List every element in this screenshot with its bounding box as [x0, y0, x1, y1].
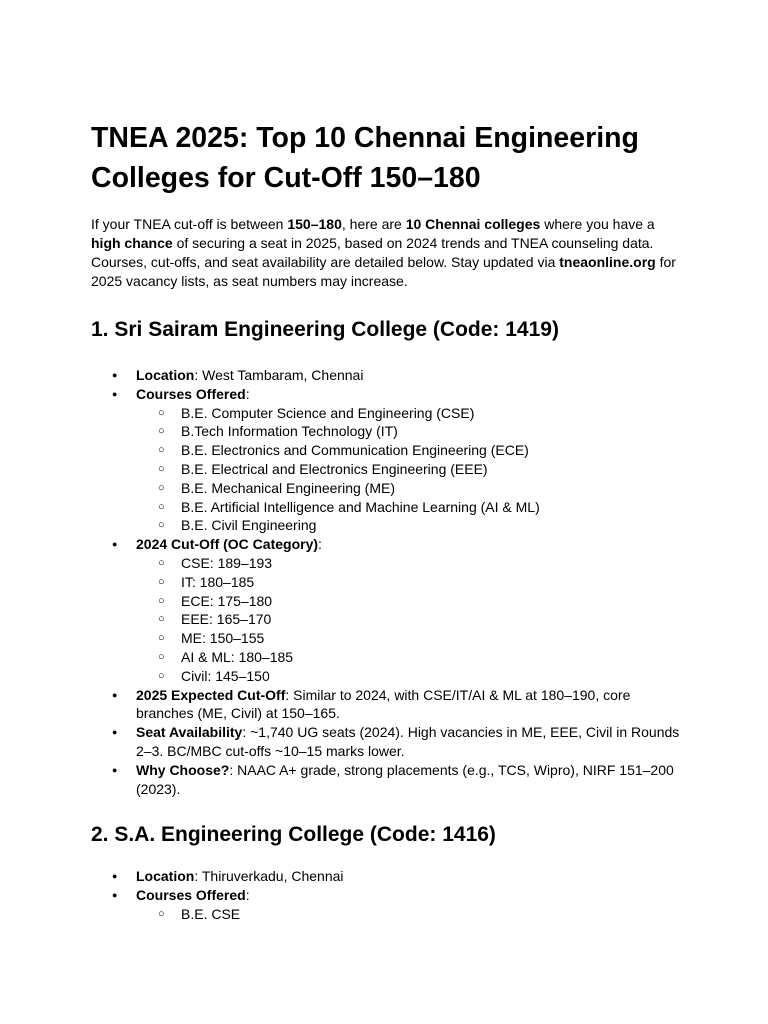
intro-link-tneaonline[interactable]: tneaonline.org [559, 254, 656, 270]
page-title: TNEA 2025: Top 10 Chennai Engineering Colleges for Cut-Off 150–180 [91, 122, 639, 194]
cutoff-label: 2024 Cut-Off (OC Category) [136, 536, 319, 553]
cutoff-entry: ○ IT: 180–185 [181, 573, 681, 592]
why-choose-value: : NAAC A+ grade, strong placements (e.g., TCS, Wipro), NIRF 151–200 (2023). [136, 761, 674, 797]
cutoff-list [136, 554, 681, 686]
cutoff-entry: ○ ECE: 175–180 [181, 592, 681, 611]
course-item: ○ B.E. Mechanical Engineering (ME) [181, 479, 681, 498]
why-choose-item [136, 761, 681, 799]
courses-label: Courses Offered [136, 887, 246, 904]
intro-text: where you have a [540, 216, 655, 232]
cutoff-entry: ○ AI & ML: 180–185 [181, 648, 681, 667]
location-value: : West Tambaram, Chennai [194, 367, 364, 383]
expected-cutoff-value: : Similar to 2024, with CSE/IT/AI & ML at 180–190, core branches (ME, Civil) at 150–165. [136, 686, 631, 722]
location-label: Location [136, 868, 195, 885]
course-item: ○ B.E. Computer Science and Engineering (CSE) [181, 404, 681, 423]
intro-text: of securing a seat in 2025, based on 2024 trends and TNEA counseling data. Courses, cut-offs, and seat availability are detailed below. Stay updated via [91, 235, 654, 270]
cutoff-entry: ○ EEE: 165–170 [181, 610, 681, 629]
why-choose-label: Why Choose? [136, 761, 230, 778]
location-value: : Thiruverkadu, Chennai [194, 868, 344, 885]
seat-availability-item [136, 723, 681, 761]
college-1-heading: 1. Sri Sairam Engineering College (Code: 1419) [91, 318, 559, 341]
courses-list [136, 905, 681, 924]
course-item: ○ B.E. Electronics and Communication Engineering (ECE) [181, 441, 681, 460]
intro-text: , here are [341, 216, 406, 232]
college-1-details [91, 366, 681, 798]
course-item: ○ B.Tech Information Technology (IT) [181, 422, 681, 441]
courses-label: Courses Offered [136, 385, 246, 402]
seat-availability-label: Seat Availability [136, 724, 243, 741]
college-2-heading: 2. S.A. Engineering College (Code: 1416) [91, 823, 496, 847]
seat-availability-value: : ~1,740 UG seats (2024). High vacancies in ME, EEE, Civil in Rounds 2–3. BC/MBC cut-offs ~10–15 marks lower. [136, 724, 680, 759]
document-page [91, 118, 681, 924]
expected-cutoff-item [136, 686, 681, 724]
courses-item [136, 886, 681, 924]
expected-cutoff-label: 2025 Expected Cut-Off [136, 686, 286, 703]
cutoff-entry: ○ ME: 150–155 [181, 629, 681, 648]
intro-bold-chance: high chance [91, 235, 173, 251]
college-2-details [91, 867, 681, 923]
location-label: Location [136, 367, 195, 383]
cutoff-entry: ○ Civil: 145–150 [181, 667, 681, 686]
intro-text: for 2025 vacancy lists, as seat numbers may increase. [91, 254, 676, 289]
course-item: ○ B.E. Artificial Intelligence and Machine Learning (AI & ML) [181, 498, 681, 517]
course-item: ○ B.E. Civil Engineering [181, 516, 681, 535]
intro-paragraph [91, 215, 681, 291]
intro-text: If your TNEA cut-off is between [91, 216, 288, 232]
intro-bold-cutoff: 150–180 [287, 216, 342, 232]
courses-colon: : [245, 385, 250, 402]
cutoff-item [136, 535, 681, 685]
courses-item [136, 385, 681, 535]
cutoff-colon: : [318, 536, 322, 553]
courses-colon: : [245, 887, 250, 904]
cutoff-entry: ○ CSE: 189–193 [181, 554, 681, 573]
courses-list [136, 404, 681, 536]
location-item [136, 366, 681, 385]
course-item: ○ B.E. CSE [181, 905, 681, 924]
course-item: ○ B.E. Electrical and Electronics Engineering (EEE) [181, 460, 681, 479]
intro-bold-colleges: 10 Chennai colleges [405, 216, 541, 232]
location-item [136, 867, 681, 886]
